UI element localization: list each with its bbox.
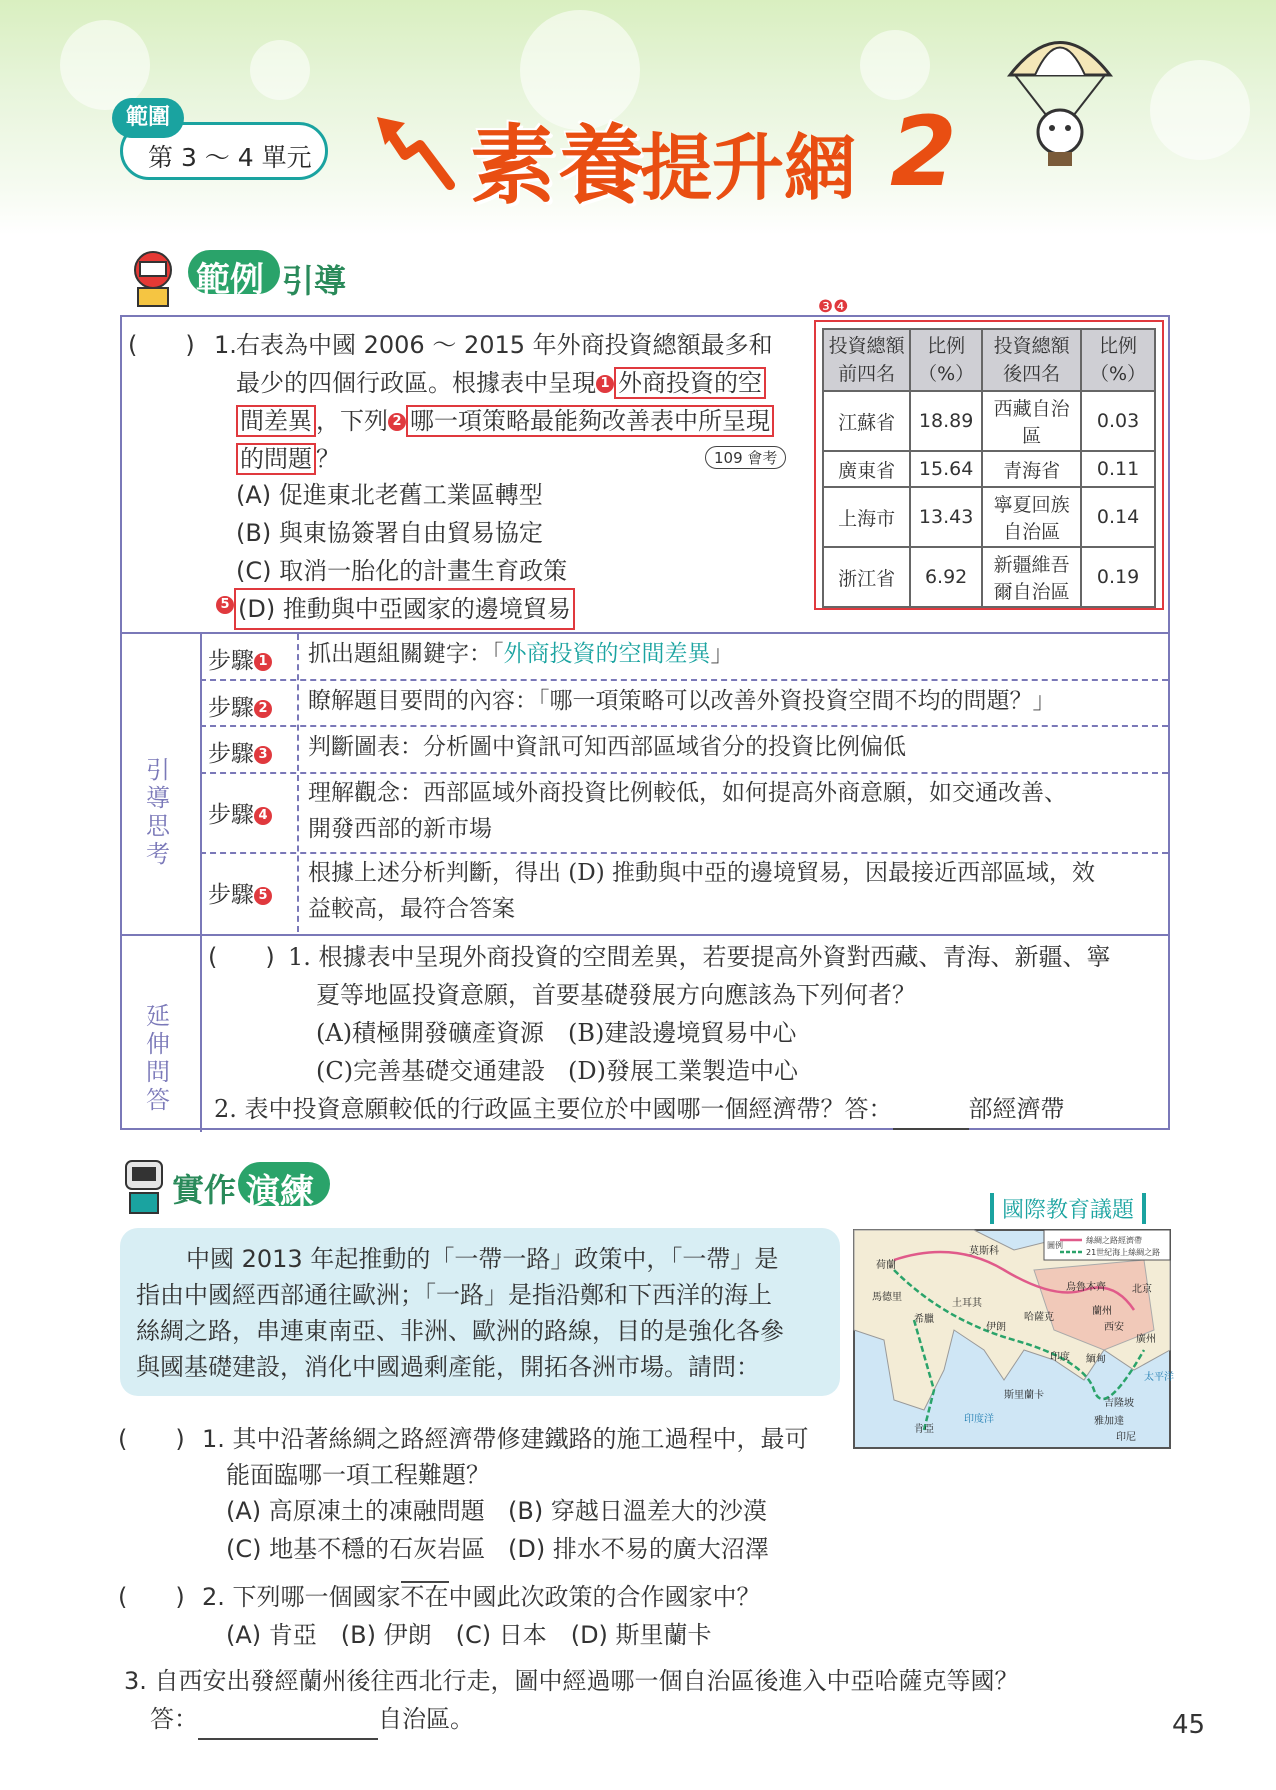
map-label: 馬德里: [872, 1292, 902, 1303]
question-line2: 最少的四個行政區。根據表中呈現 1 外商投資的空: [236, 364, 766, 402]
option-c[interactable]: (C) 取消一胎化的計畫生育政策: [236, 557, 568, 585]
step-label-1: 步驟 1: [208, 642, 272, 675]
arrow-icon: [375, 115, 465, 195]
map-label: 土耳其: [952, 1298, 982, 1309]
table-cell: 13.43: [910, 487, 982, 547]
table-cell: 上海市: [823, 487, 910, 547]
map-label: 印尼: [1116, 1432, 1136, 1443]
practice-q1-line1: 1. 其中沿著絲綢之路經濟帶修建鐵路的施工過程中，最可: [202, 1425, 809, 1453]
map-label: 印度: [1050, 1352, 1070, 1363]
step-text-5b: 益較高，最符合答案: [308, 896, 515, 922]
map-label: 斯里蘭卡: [1004, 1390, 1044, 1401]
table-header: 投資總額前四名: [823, 329, 910, 391]
step-label-4: 步驟 4: [208, 796, 272, 829]
table-cell: 0.14: [1081, 487, 1155, 547]
extend-paren[interactable]: ( ): [208, 943, 275, 971]
practice-q1-line2: 能面臨哪一項工程難題？: [226, 1461, 490, 1489]
answer-blank[interactable]: [893, 1090, 969, 1130]
table-cell: 0.19: [1081, 547, 1155, 607]
extend-q2: 2. 表中投資意願較低的行政區主要位於中國哪一個經濟帶？答： 部經濟帶: [214, 1090, 1065, 1130]
intro-line3: 絲綢之路，串連東南亞、非洲、歐洲的路線，目的是強化各參: [136, 1317, 784, 1345]
parachute-mascot-icon: [1000, 20, 1120, 170]
page-title-number: 2: [890, 96, 957, 208]
extend-q1-line2: 夏等地區投資意願，首要基礎發展方向應該為下列何者？: [316, 981, 916, 1009]
option-a[interactable]: (A) 促進東北老舊工業區轉型: [236, 481, 543, 509]
map-legend-2: 21世紀海上絲綢之路: [1086, 1248, 1161, 1257]
intl-education-tag: 國際教育議題: [990, 1193, 1146, 1224]
intro-line1: 中國 2013 年起推動的「一帶一路」政策中，「一帶」是: [186, 1245, 779, 1273]
table-cell: 0.11: [1081, 451, 1155, 487]
side-label-guide: 引導思考: [146, 756, 170, 868]
table-cell: 18.89: [910, 391, 982, 451]
scope-text: 第 3 ～ 4 單元: [148, 143, 312, 172]
question-number: 1.: [214, 331, 237, 359]
practice-q2-paren[interactable]: ( ): [118, 1583, 185, 1611]
robot-mascot-icon: [118, 1155, 170, 1221]
step-badge-1: 1: [596, 375, 614, 393]
map-label: 肯亞: [914, 1424, 934, 1435]
practice-q1-opt-b[interactable]: (B) 穿越日溫差大的沙漠: [508, 1497, 767, 1525]
table-badges: ❸❹: [818, 297, 849, 317]
belt-road-map: [854, 1230, 1174, 1448]
table-cell: 6.92: [910, 547, 982, 607]
map-label: 哈薩克: [1024, 1312, 1054, 1323]
intro-line4: 與國基礎建設，消化中國過剩產能，開拓各洲市場。請問：: [136, 1353, 760, 1381]
intro-line2: 指由中國經西部通往歐洲；「一路」是指沿鄭和下西洋的海上: [136, 1281, 772, 1309]
question-line1: 右表為中國 2006 ～ 2015 年外商投資總額最多和: [236, 331, 773, 359]
map-legend-title: 圖例: [1047, 1241, 1063, 1250]
map-label: 莫斯科: [969, 1246, 999, 1257]
guide-heading-part1: 範例: [196, 260, 264, 300]
map-label: 太平洋: [1144, 1372, 1174, 1383]
table-header: 比例（%）: [1081, 329, 1155, 391]
map-label: 伊朗: [986, 1322, 1006, 1333]
extend-q1-opt-c[interactable]: (C)完善基礎交通建設: [316, 1057, 546, 1085]
investment-table: [822, 328, 1156, 608]
page-title-part2: 提升網: [640, 126, 857, 210]
question-paren[interactable]: ( ): [128, 331, 195, 359]
source-tag: 109 會考: [705, 446, 786, 469]
table-header: 比例（%）: [910, 329, 982, 391]
answer-blank[interactable]: [198, 1700, 378, 1740]
question-line3: 間差異 ，下列 2 哪一項策略最能夠改善表中所呈現: [236, 402, 774, 440]
extend-q1-opt-a[interactable]: (A)積極開發礦產資源: [316, 1019, 545, 1047]
step-badge-5: 5: [216, 596, 234, 614]
practice-q3-line1: 3. 自西安出發經蘭州後往西北行走，圖中經過哪一個自治區後進入中亞哈薩克等國？: [124, 1667, 1019, 1695]
practice-q1-opt-a[interactable]: (A) 高原凍土的凍融問題: [226, 1497, 485, 1525]
map-label: 西安: [1104, 1322, 1124, 1333]
extend-q1-opt-b[interactable]: (B)建設邊境貿易中心: [568, 1019, 797, 1047]
map-label: 蘭州: [1092, 1306, 1112, 1317]
table-cell: 廣東省: [823, 451, 910, 487]
map-label: 緬甸: [1086, 1354, 1106, 1365]
map-label: 荷蘭: [876, 1260, 896, 1271]
guide-heading-part2: 引導: [282, 262, 347, 300]
practice-q2-line1: 2. 下列哪一個國家不在中國此次政策的合作國家中？: [202, 1583, 761, 1611]
practice-q1-opt-c[interactable]: (C) 地基不穩的石灰岩區: [226, 1535, 486, 1563]
extend-q1-opt-d[interactable]: (D)發展工業製造中心: [568, 1057, 798, 1085]
practice-q3-answer: 答： 自治區。: [150, 1700, 474, 1740]
step-label-2: 步驟 2: [208, 689, 272, 722]
extend-q1-line1: 1. 根據表中呈現外商投資的空間差異，若要提高外資對西藏、青海、新疆、寧: [288, 943, 1111, 971]
page-title-part1: 素養: [470, 115, 646, 216]
table-cell: 新疆維吾爾自治區: [982, 547, 1081, 607]
table-header: 投資總額後四名: [982, 329, 1081, 391]
practice-heading-part1: 實作: [172, 1171, 237, 1209]
practice-q2-opts[interactable]: (A) 肯亞 (B) 伊朗 (C) 日本 (D) 斯里蘭卡: [226, 1621, 712, 1649]
table-cell: 15.64: [910, 451, 982, 487]
table-cell: 江蘇省: [823, 391, 910, 451]
map-label: 吉隆坡: [1104, 1398, 1134, 1409]
question-line4: 的問題 ？: [236, 440, 340, 478]
robot-mascot-icon: [118, 240, 188, 310]
step-text-4b: 開發西部的新市場: [308, 816, 492, 842]
step-badge-2: 2: [388, 413, 406, 431]
option-d[interactable]: (D) 推動與中亞國家的邊境貿易: [234, 588, 575, 630]
option-b[interactable]: (B) 與東協簽署自由貿易協定: [236, 519, 543, 547]
table-cell: 寧夏回族自治區: [982, 487, 1081, 547]
step-text-1: 抓出題組關鍵字：「外商投資的空間差異」: [308, 641, 734, 667]
map-label: 雅加達: [1094, 1416, 1124, 1427]
map-label: 廣州: [1136, 1334, 1156, 1345]
step-text-3: 判斷圖表：分析圖中資訊可知西部區域省分的投資比例偏低: [308, 734, 906, 760]
table-cell: 西藏自治區: [982, 391, 1081, 451]
page-number: 45: [1172, 1710, 1206, 1740]
scope-tag: 範圍: [112, 98, 184, 138]
table-cell: 浙江省: [823, 547, 910, 607]
map-legend-1: 絲綢之路經濟帶: [1086, 1236, 1142, 1245]
side-label-extend: 延伸問答: [146, 1002, 170, 1114]
map-label: 北京: [1132, 1284, 1152, 1295]
map-label: 印度洋: [964, 1414, 994, 1425]
map-label: 烏魯木齊: [1066, 1282, 1106, 1293]
practice-q1-opt-d[interactable]: (D) 排水不易的廣大沼澤: [508, 1535, 769, 1563]
practice-heading-part2: 演練: [246, 1172, 314, 1212]
step-label-5: 步驟 5: [208, 876, 272, 909]
step-text-2: 瞭解題目要問的內容：「哪一項策略可以改善外資投資空間不均的問題？」: [308, 688, 1056, 714]
step-text-4a: 理解觀念：西部區域外商投資比例較低，如何提高外商意願，如交通改善、: [308, 780, 1067, 806]
map-label: 希臘: [914, 1314, 934, 1325]
practice-q1-paren[interactable]: ( ): [118, 1425, 185, 1453]
table-cell: 青海省: [982, 451, 1081, 487]
step-text-5a: 根據上述分析判斷，得出 (D) 推動與中亞的邊境貿易，因最接近西部區域，效: [308, 860, 1096, 886]
table-cell: 0.03: [1081, 391, 1155, 451]
step-label-3: 步驟 3: [208, 735, 272, 768]
